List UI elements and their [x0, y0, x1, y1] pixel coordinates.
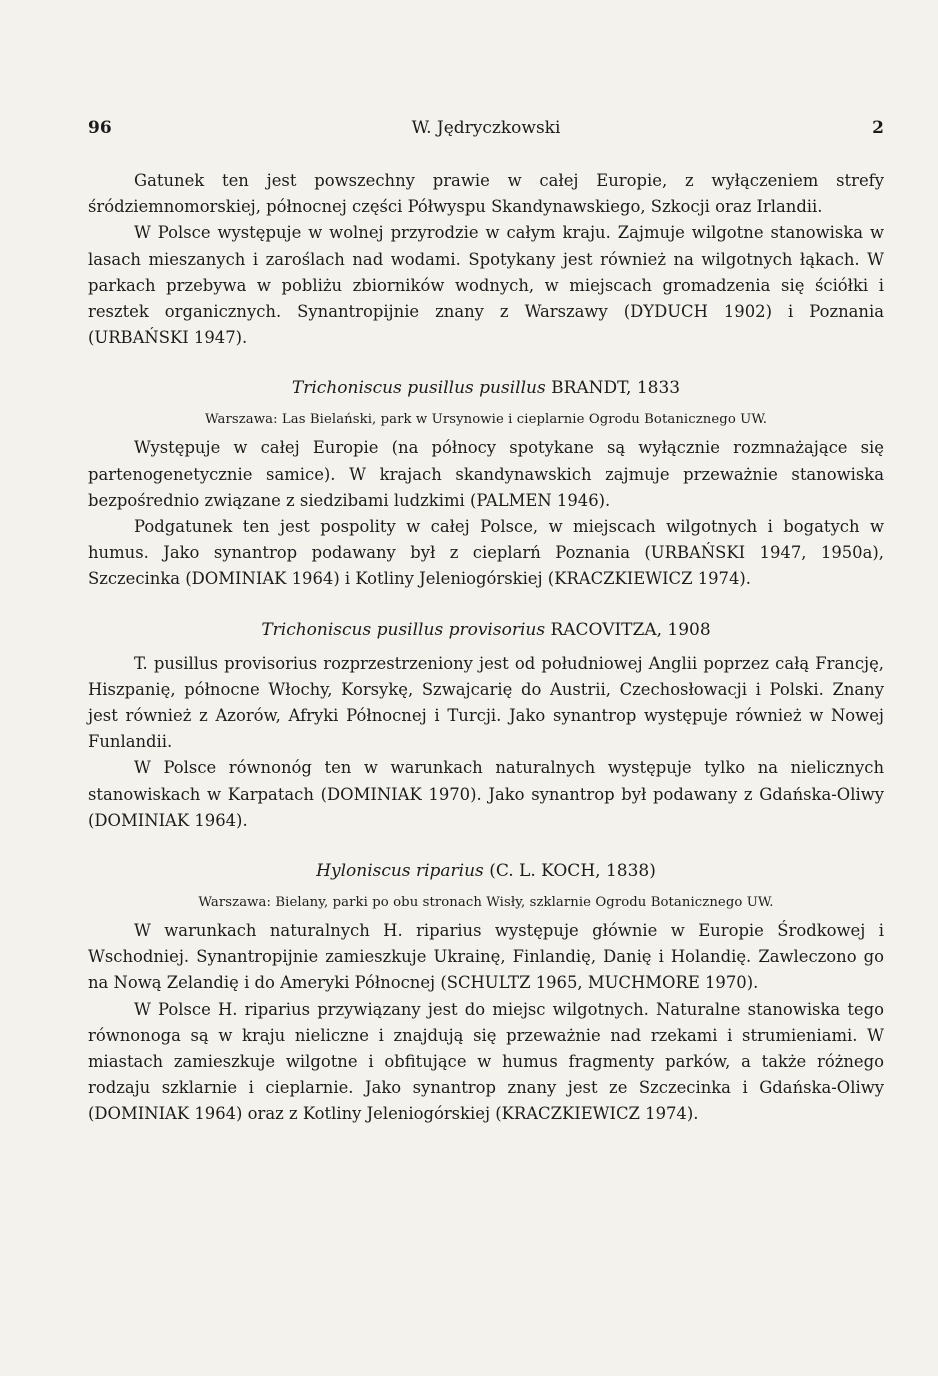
section-number: 2	[872, 118, 884, 138]
locality-line: Warszawa: Bielany, parki po obu stronach Wisły, szklarnie Ogrodu Botanicznego UW.	[198, 895, 774, 911]
document-page	[88, 118, 884, 1128]
paragraph: W Polsce równonóg ten w warunkach naturalnych występuje tylko na nielicznych stanowiskach w Karpatach (DOMINIAK 1970). Jako synantrop był podawany z Gdańska-Oliwy (DOMINIAK 1964).	[88, 758, 884, 830]
running-header	[88, 118, 884, 138]
species-author: (C. L. KOCH, 1838)	[489, 861, 656, 882]
species-heading	[88, 375, 884, 401]
paragraph: W Polsce występuje w wolnej przyrodzie w całym kraju. Zajmuje wilgotne stanowiska w lasach mieszanych i zaroślach nad wodami. Spotykany jest również na wilgotnych łąkach. W parkach przebywa w pobliżu zbiorników wodnych, w miejscach gromadzenia się ściółki i resztek organicznych. Synantropijnie znany z Warszawy (DYDUCH 1902) i Poznania (URBAŃSKI 1947).	[88, 223, 884, 348]
species-author: RACOVITZA, 1908	[550, 619, 711, 640]
species-author: BRANDT, 1833	[551, 378, 681, 399]
running-author: W. Jędryczkowski	[411, 118, 561, 138]
paragraph: T. pusillus provisorius rozprzestrzeniony jest od południowej Anglii poprzez całą Francję, Hiszpanię, północne Włochy, Korsykę, Szwajcarię do Austrii, Czechosłowacji i Polski. Znany jest również z Azorów, Afryki Północnej i Turcji. Jako synantrop występuje również w Nowej Funlandii.	[88, 653, 884, 752]
locality-line: Warszawa: Las Bielański, park w Ursynowie i cieplarnie Ogrodu Botanicznego UW.	[204, 412, 768, 428]
paragraph: W Polsce H. riparius przywiązany jest do miejsc wilgotnych. Naturalne stanowiska tego równonoga są w kraju nieliczne i znajdują się przeważnie nad rzekami i strumieniami. W miastach zamieszkuje wilgotne i obfitujące w humus fragmenty parków, a także różnego rodzaju szklarnie i cieplarnie. Jako synantrop znany jest ze Szczecinka i Gdańska-Oliwy (DOMINIAK 1964) oraz z Kotliny Jeleniogórskiej (KRACZKIEWICZ 1974).	[88, 999, 884, 1124]
species-name: Trichoniscus pusillus provisorius	[261, 619, 546, 640]
page-number: 96	[88, 118, 112, 138]
paragraph: Gatunek ten jest powszechny prawie w całej Europie, z wyłączeniem strefy śródziemnomorskiej, północnej części Półwyspu Skandynawskiego, Szkocji oraz Irlandii.	[88, 171, 884, 217]
species-name: Hyloniscus riparius	[316, 861, 484, 882]
species-name: Trichoniscus pusillus pusillus	[291, 378, 546, 399]
species-heading	[88, 617, 884, 643]
paragraph: W warunkach naturalnych H. riparius występuje głównie w Europie Środkowej i Wschodniej. Synantropijnie zamieszkuje Ukrainę, Finlandię, Danię i Holandię. Zawleczono go na Nową Zelandię i do Ameryki Północnej (SCHULTZ 1965, MUCHMORE 1970).	[88, 921, 884, 993]
paragraph: Podgatunek ten jest pospolity w całej Polsce, w miejscach wilgotnych i bogatych w humus. Jako synantrop podawany był z cieplarń Poznania (URBAŃSKI 1947, 1950a), Szczecinka (DOMINIAK 1964) i Kotliny Jeleniogórskiej (KRACZKIEWICZ 1974).	[88, 517, 884, 589]
paragraph: Występuje w całej Europie (na północy spotykane są wyłącznie rozmnażające się partenogenetycznie samice). W krajach skandynawskich zajmuje przeważnie stanowiska bezpośrednio związane z siedzibami ludzkimi (PALMEN 1946).	[88, 438, 884, 510]
species-heading	[88, 858, 884, 884]
